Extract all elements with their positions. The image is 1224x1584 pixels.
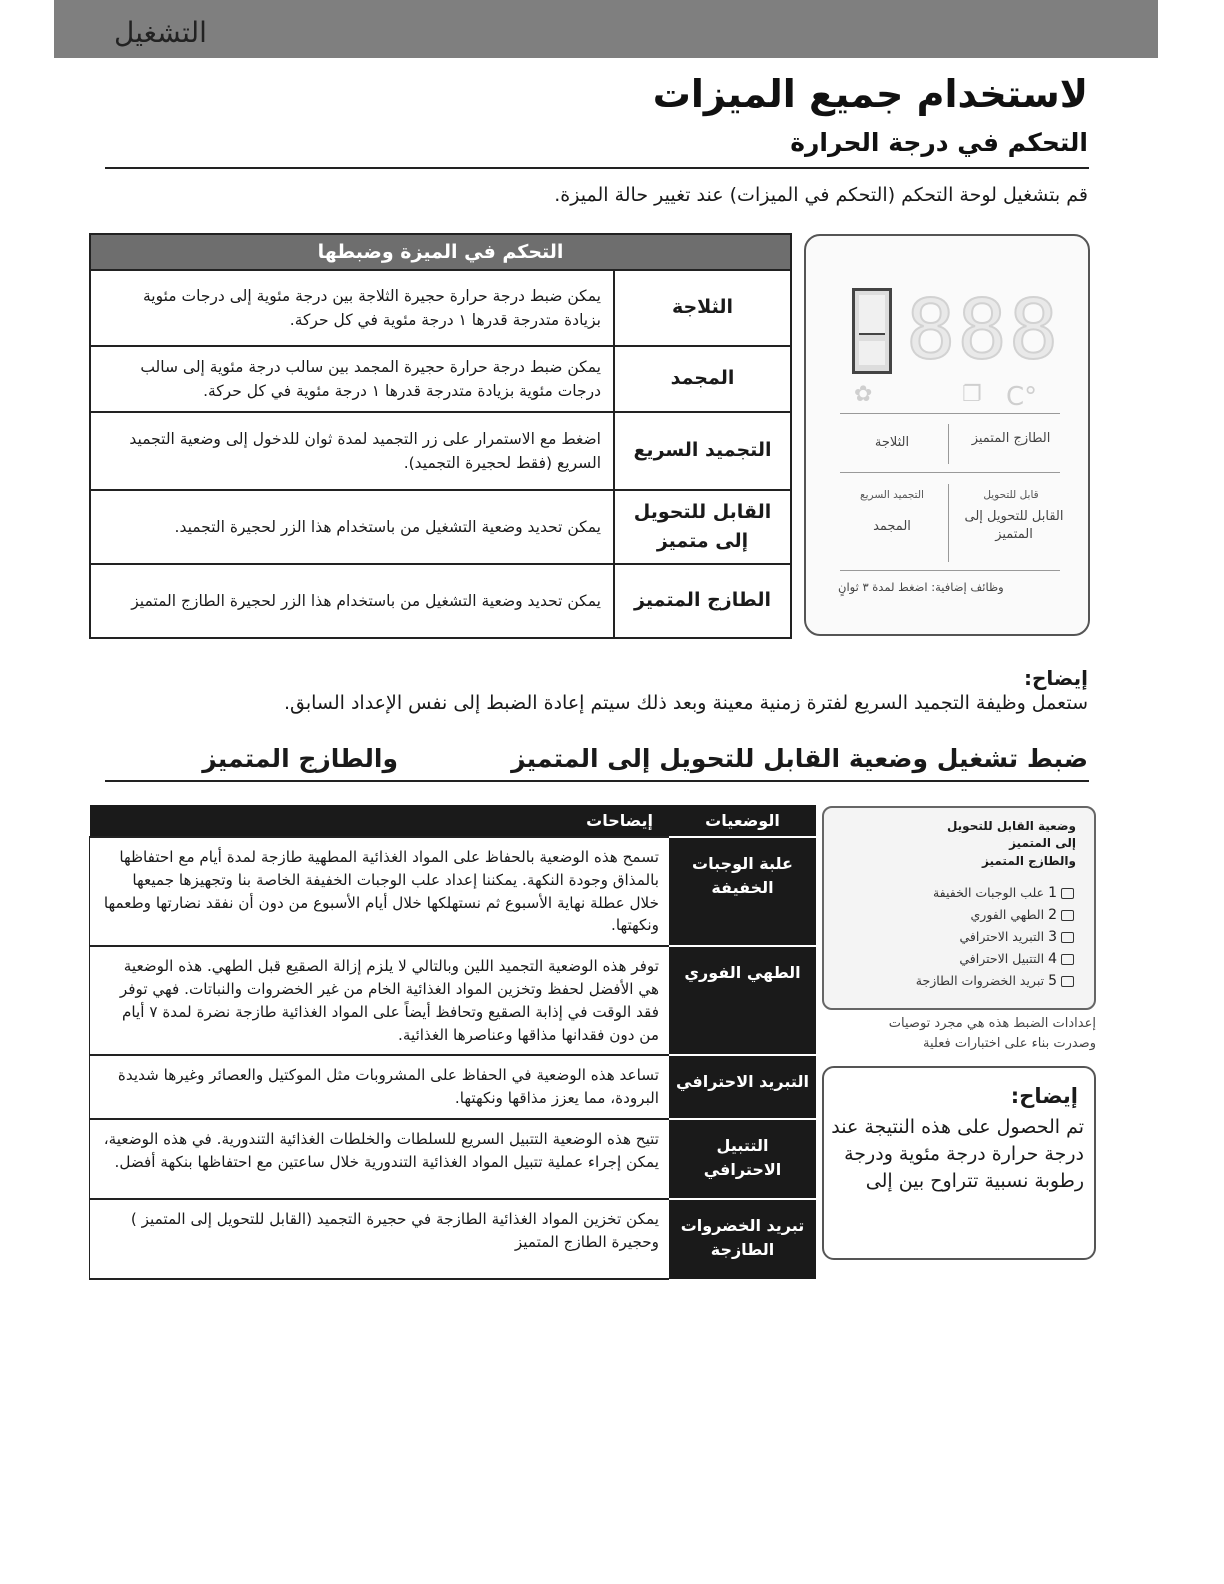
panel-divider-vertical <box>948 424 949 464</box>
fresh-premium-button[interactable]: الطازج المتميز <box>971 431 1051 446</box>
convertible-hint: قابل للتحويل <box>983 489 1039 501</box>
divider <box>105 780 1089 782</box>
mode-option[interactable] <box>916 926 1076 948</box>
section-label: التشغيل <box>114 16 207 49</box>
note-heading: إيضاح: <box>1010 1084 1078 1108</box>
page-title: لاستخدام جميع الميزات <box>652 72 1088 116</box>
mode-number: 2 <box>1048 907 1057 923</box>
modes-panel-title-line: والطازج المتميز <box>982 853 1076 868</box>
modes-panel-title <box>947 818 1076 870</box>
mode-name: التتبيل الاحترافي <box>669 1119 816 1199</box>
feature-name: القابل للتحويل إلى متميز <box>614 490 791 564</box>
divider <box>105 167 1089 169</box>
mode-option[interactable] <box>916 904 1076 926</box>
disclaimer-line: إعدادات الضبط هذه هي مجرد توصيات <box>888 1016 1096 1031</box>
mode-label: تبريد الخضروات الطازجة <box>915 973 1045 988</box>
control-table-header: التحكم في الميزة وضبطها <box>90 234 791 270</box>
feature-name: الطازج المتميز <box>614 564 791 638</box>
mode-number: 1 <box>1048 885 1057 901</box>
panel-divider <box>840 413 1060 414</box>
freezer-button[interactable]: المجمد <box>873 519 911 534</box>
mode-name: الطهي الفوري <box>669 946 816 1055</box>
intro-text: قم بتشغيل لوحة التحكم (التحكم في الميزات) عند تغيير حالة الميزة. <box>554 184 1088 206</box>
control-row-fridge <box>90 270 791 346</box>
section-subtitle: التحكم في درجة الحرارة <box>790 128 1088 157</box>
control-row-convertible <box>90 490 791 564</box>
modes-panel-title-line: وضعية القابل للتحويل <box>946 819 1076 833</box>
feature-name: المجمد <box>614 346 791 412</box>
mode-icon <box>1061 910 1074 921</box>
feature-desc: يمكن ضبط درجة حرارة حجيرة المجمد بين سالب درجة مئوية إلى سالب درجات مئوية بزيادة متدرجة قدرها ١ درجة مئوية في كل حركة. <box>90 346 614 412</box>
settings-disclaimer <box>889 1014 1096 1053</box>
mode-icon <box>1061 976 1074 987</box>
header-bar <box>54 0 1158 58</box>
modes-panel-title-line: إلى المتميز <box>1009 836 1076 851</box>
control-panel-illustration <box>804 234 1090 636</box>
mode-number: 4 <box>1048 951 1057 967</box>
mode-option[interactable] <box>916 970 1076 992</box>
mode-row-pro-chill <box>90 1055 817 1119</box>
mode-desc: تتيح هذه الوضعية التتبيل السريع للسلطات والخلطات الغذائية التندورية. في هذه الوضعية، يمكن إجراء عملية تتبيل المواد الغذائية التندورية خلال ساعتين مع احتفاظها بنكهة أفضل. <box>90 1119 670 1199</box>
fridge-button[interactable]: الثلاجة <box>874 435 910 450</box>
feature-desc: اضغط مع الاستمرار على زر التجميد لمدة ثوان للدخول إلى وضعية التجميد السريع (فقط لحجيرة التجميد). <box>90 412 614 490</box>
segment-indicator <box>852 288 892 374</box>
mode-row-fresh-veg <box>90 1199 817 1279</box>
mode-label: التتبيل الاحترافي <box>959 951 1045 966</box>
mode-option[interactable] <box>916 882 1076 904</box>
mode-row-snack-box <box>90 837 817 946</box>
explanations-col-header: إيضاحات <box>90 805 670 837</box>
temperature-digits: 888 <box>906 283 1061 378</box>
quick-freeze-hint: التجميد السريع <box>860 489 924 501</box>
note-text: تم الحصول على هذه النتيجة عند درجة حرارة درجة مئوية ودرجة رطوبة نسبية تتراوح بين إلى <box>831 1116 1084 1192</box>
mode-desc: تساعد هذه الوضعية في الحفاظ على المشروبات مثل الموكتيل والعصائر وغيرها شديدة البرودة، مما يعزز مذاقها ونكهتها. <box>90 1055 670 1119</box>
mode-row-instant-cook <box>90 946 817 1055</box>
panel-note: وظائف إضافية: اضغط لمدة ٣ ثوانٍ <box>838 580 1004 594</box>
disclaimer-line: وصدرت بناء على اختبارات فعلية <box>923 1035 1096 1051</box>
modes-table <box>89 805 816 1280</box>
note-box <box>822 1066 1096 1260</box>
feature-name: التجميد السريع <box>614 412 791 490</box>
celsius-icon: °C <box>1006 382 1038 412</box>
mode-name: تبريد الخضروات الطازجة <box>669 1199 816 1279</box>
mode-label: علب الوجبات الخفيفة <box>932 885 1045 900</box>
segment-bottom <box>859 341 885 365</box>
control-table <box>89 233 792 639</box>
section2-title-suffix: والطازج المتميز <box>202 744 398 773</box>
panel-divider <box>840 570 1060 571</box>
mode-name: التبريد الاحترافي <box>669 1055 816 1119</box>
feature-desc: يمكن تحديد وضعية التشغيل من باستخدام هذا الزر لحجيرة الطازج المتميز <box>90 564 614 638</box>
control-row-freezer <box>90 346 791 412</box>
mode-number: 3 <box>1048 929 1057 945</box>
palette-icon: ✿ <box>854 382 873 407</box>
panel-divider-vertical <box>948 484 949 562</box>
mode-icon <box>1061 888 1074 899</box>
feature-name: الثلاجة <box>614 270 791 346</box>
mode-desc: يمكن تخزين المواد الغذائية الطازجة في حجيرة التجميد (القابل للتحويل إلى المتميز ) وحجيرة الطازج المتميز <box>90 1199 670 1279</box>
feature-desc: يمكن تحديد وضعية التشغيل من باستخدام هذا الزر لحجيرة التجميد. <box>90 490 614 564</box>
control-row-fresh-premium <box>90 564 791 638</box>
mode-desc: تسمح هذه الوضعية بالحفاظ على المواد الغذائية المطهية طازجة لمدة أيام مع احتفاظها بالمذاق وجودة النكهة. يمكننا إعداد علب الوجبات الخفيفة الخاصة بنا وتجهيزها جميعها خلال عطلة نهاية الأسبوع ثم نستهلكها خلال أيام الأسبوع من دون أن نفقد نضارتها وطعمها ونكهتها. <box>90 837 670 946</box>
mode-number: 5 <box>1048 973 1057 989</box>
mode-option[interactable] <box>916 948 1076 970</box>
section2-title: ضبط تشغيل وضعية القابل للتحويل إلى المتميز <box>511 744 1088 773</box>
control-row-quick-freeze <box>90 412 791 490</box>
mode-label: التبريد الاحترافي <box>959 929 1045 944</box>
modes-list <box>916 882 1076 992</box>
explanation-text: ستعمل وظيفة التجميد السريع لفترة زمنية معينة وبعد ذلك سيتم إعادة الضبط إلى نفس الإعداد السابق. <box>283 692 1088 714</box>
mode-label: الطهي الفوري <box>970 907 1045 922</box>
convertible-premium-button[interactable]: القابل للتحويل إلى المتميز <box>964 509 1064 543</box>
segment-top <box>859 295 885 335</box>
mode-row-pro-marinate <box>90 1119 817 1199</box>
modes-panel <box>822 806 1096 1010</box>
mode-icon <box>1061 932 1074 943</box>
mode-desc: توفر هذه الوضعية التجميد اللين وبالتالي لا يلزم إزالة الصقيع قبل الطهي. هذه الوضعية هي الأفضل لحفظ وتخزين المواد الغذائية الخام من غير الخضروات والنباتات. فهي توفر فقد الوقت في إذابة الصقيع وتحافظ أيضاً على المواد الغذائية طازجة نضرة لمدة ٧ أيام من دون فقدانها مذاقها وعناصرها الغذائية. <box>90 946 670 1055</box>
panel-divider <box>840 472 1060 473</box>
feature-desc: يمكن ضبط درجة حرارة حجيرة الثلاجة بين درجة مئوية إلى درجات مئوية بزيادة متدرجة قدرها ١ درجة مئوية في كل حركة. <box>90 270 614 346</box>
mode-icon <box>1061 954 1074 965</box>
explanation-heading: إيضاح: <box>1024 666 1088 690</box>
convertible-icon: ❐ <box>962 382 982 407</box>
modes-col-header: الوضعيات <box>669 805 816 837</box>
mode-name: علبة الوجبات الخفيفة <box>669 837 816 946</box>
